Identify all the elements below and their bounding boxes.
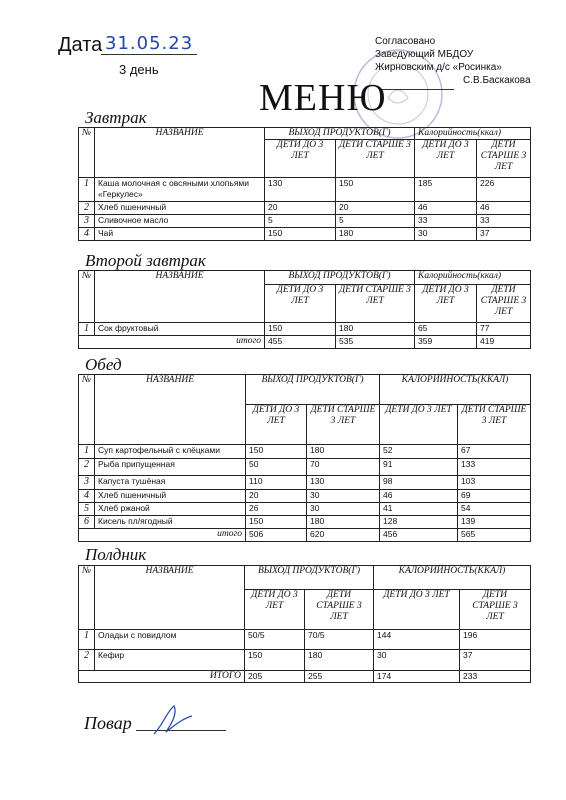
row-cal-over3: 69 [458,490,531,503]
row-out-over3: 180 [307,445,380,459]
table-row [79,202,531,215]
total-row [79,671,531,683]
table-row [79,630,531,650]
row-out-over3: 70/5 [305,630,374,650]
total-row [79,336,531,349]
row-cal-under3: 91 [380,459,458,476]
total-out-under3: 205 [245,671,305,683]
header-out-over3: ДЕТИ СТАРШЕ 3 ЛЕТ [305,590,374,630]
table-row [79,490,531,503]
header-out-under3: ДЕТИ ДО 3 ЛЕТ [246,405,307,445]
row-cal-under3: 185 [415,178,477,202]
row-out-over3: 30 [307,503,380,516]
header-name: НАЗВАНИЕ [95,128,265,178]
total-cal-under3: 359 [415,336,477,349]
header-cal-under3: ДЕТИ ДО 3 ЛЕТ [380,405,458,445]
snack-table [78,565,531,683]
header-cal-over3: ДЕТИ СТАРШЕ 3 ЛЕТ [460,590,531,630]
day-label: 3 день [119,62,159,77]
total-out-over3: 620 [307,529,380,542]
row-out-under3: 150 [245,650,305,671]
header-name: НАЗВАНИЕ [95,566,245,630]
row-num: 3 [79,215,95,228]
header-cal-over3: ДЕТИ СТАРШЕ 3 ЛЕТ [477,285,531,323]
row-num: 4 [79,228,95,241]
row-name: Кисель пл/ягодный [95,516,246,529]
row-name: Суп картофельный с клёцками [95,445,246,459]
table-row [79,476,531,490]
row-cal-under3: 30 [374,650,460,671]
page-title: МЕНЮ [259,77,387,119]
header-calories: КАЛОРИЙНОСТЬ(ККАЛ) [380,375,531,405]
header-cal-under3: ДЕТИ ДО 3 ЛЕТ [415,285,477,323]
row-cal-under3: 46 [415,202,477,215]
total-row [79,529,531,542]
row-name: Хлеб ржаной [95,503,246,516]
row-out-under3: 5 [265,215,336,228]
row-out-over3: 180 [307,516,380,529]
row-cal-under3: 144 [374,630,460,650]
total-out-over3: 535 [336,336,415,349]
section-title-second-breakfast: Второй завтрак [85,251,206,270]
row-out-under3: 26 [246,503,307,516]
header-out-over3: ДЕТИ СТАРШЕ 3 ЛЕТ [336,140,415,178]
table-row [79,650,531,671]
row-cal-over3: 54 [458,503,531,516]
header-output: ВЫХОД ПРОДУКТОВ(Г) [245,566,374,590]
header-cal-under3: ДЕТИ ДО 3 ЛЕТ [415,140,477,178]
row-cal-under3: 46 [380,490,458,503]
row-name: Кефир [95,650,245,671]
row-name: Капуста тушёная [95,476,246,490]
table-row [79,323,531,336]
row-name: Чай [95,228,265,241]
row-num: 1 [79,630,95,650]
approval-line: Жирновским д/с «Росинка» [375,62,502,73]
header-out-under3: ДЕТИ ДО 3 ЛЕТ [265,285,336,323]
row-cal-over3: 37 [460,650,531,671]
header-out-under3: ДЕТИ ДО 3 ЛЕТ [245,590,305,630]
row-cal-under3: 52 [380,445,458,459]
row-cal-over3: 33 [477,215,531,228]
row-num: 2 [79,459,95,476]
header-output: ВЫХОД ПРОДУКТОВ(Г) [265,271,415,285]
row-name: Хлеб пшеничный [95,202,265,215]
header-calories: Калорийность(ккал) [415,271,531,285]
total-label: итого [79,529,246,542]
row-cal-over3: 46 [477,202,531,215]
row-cal-over3: 77 [477,323,531,336]
row-cal-under3: 128 [380,516,458,529]
row-num: 2 [79,202,95,215]
header-name: НАЗВАНИЕ [95,375,246,445]
row-out-over3: 180 [336,323,415,336]
row-cal-under3: 98 [380,476,458,490]
table-row [79,228,531,241]
row-name: Каша молочная с овсяными хлопьями «Геркулес» [95,178,265,202]
row-out-over3: 180 [305,650,374,671]
approval-block [375,35,531,87]
total-cal-under3: 174 [374,671,460,683]
header-cal-over3: ДЕТИ СТАРШЕ 3 ЛЕТ [477,140,531,178]
row-num: 2 [79,650,95,671]
row-out-over3: 5 [336,215,415,228]
cook-label: Повар [84,713,132,733]
table-row [79,459,531,476]
lunch-table [78,374,531,542]
header-output: ВЫХОД ПРОДУКТОВ(Г) [265,128,415,140]
header-out-over3: ДЕТИ СТАРШЕ 3 ЛЕТ [307,405,380,445]
row-cal-over3: 67 [458,445,531,459]
row-out-over3: 150 [336,178,415,202]
total-cal-over3: 233 [460,671,531,683]
row-name: Рыба припущенная [95,459,246,476]
row-num: 3 [79,476,95,490]
header-output: ВЫХОД ПРОДУКТОВ(Г) [246,375,380,405]
row-num: 6 [79,516,95,529]
row-out-under3: 50/5 [245,630,305,650]
total-cal-under3: 456 [380,529,458,542]
breakfast-table [78,127,531,241]
row-out-under3: 150 [246,516,307,529]
cook-signature [148,700,198,740]
row-cal-over3: 103 [458,476,531,490]
header-num: № [79,271,95,323]
approval-line: С.В.Баскакова [463,75,531,86]
header-calories: Калорийность(ккал) [415,128,531,140]
row-cal-over3: 196 [460,630,531,650]
header-num: № [79,128,95,178]
table-row [79,215,531,228]
row-out-under3: 110 [246,476,307,490]
row-out-under3: 20 [265,202,336,215]
total-out-under3: 506 [246,529,307,542]
date-label: Дата [58,34,103,56]
row-cal-over3: 37 [477,228,531,241]
approval-signature-line [382,89,454,90]
header-cal-under3: ДЕТИ ДО 3 ЛЕТ [374,590,460,630]
header-num: № [79,375,95,445]
table-row [79,445,531,459]
total-label: итого [79,336,265,349]
approval-line: Согласовано [375,36,436,47]
row-cal-under3: 30 [415,228,477,241]
row-cal-under3: 33 [415,215,477,228]
table-row [79,178,531,202]
header-cal-over3: ДЕТИ СТАРШЕ 3 ЛЕТ [458,405,531,445]
row-num: 1 [79,323,95,336]
total-cal-over3: 565 [458,529,531,542]
row-out-under3: 150 [265,323,336,336]
row-num: 5 [79,503,95,516]
approval-line: Заведующий МБДОУ [375,49,474,60]
header-name: НАЗВАНИЕ [95,271,265,323]
row-cal-over3: 226 [477,178,531,202]
row-out-over3: 180 [336,228,415,241]
row-name: Сливочное масло [95,215,265,228]
row-cal-over3: 139 [458,516,531,529]
header-num: № [79,566,95,630]
row-cal-under3: 41 [380,503,458,516]
row-name: Хлеб пшеничный [95,490,246,503]
second-breakfast-table [78,270,531,349]
table-row [79,503,531,516]
total-out-under3: 455 [265,336,336,349]
row-name: Оладьи с повидлом [95,630,245,650]
header-out-over3: ДЕТИ СТАРШЕ 3 ЛЕТ [336,285,415,323]
row-num: 4 [79,490,95,503]
row-out-under3: 50 [246,459,307,476]
row-out-under3: 20 [246,490,307,503]
row-out-under3: 150 [265,228,336,241]
row-out-over3: 70 [307,459,380,476]
row-out-under3: 130 [265,178,336,202]
header-calories: КАЛОРИЙНОСТЬ(ККАЛ) [374,566,531,590]
header-out-under3: ДЕТИ ДО 3 ЛЕТ [265,140,336,178]
row-cal-over3: 133 [458,459,531,476]
table-row [79,516,531,529]
row-cal-under3: 65 [415,323,477,336]
row-num: 1 [79,445,95,459]
total-out-over3: 255 [305,671,374,683]
section-title-lunch: Обед [85,355,122,374]
section-title-breakfast: Завтрак [85,108,147,127]
row-out-over3: 130 [307,476,380,490]
row-num: 1 [79,178,95,202]
total-cal-over3: 419 [477,336,531,349]
total-label: ИТОГО [79,671,245,683]
row-out-over3: 30 [307,490,380,503]
section-title-snack: Полдник [85,545,147,564]
row-name: Сок фруктовый [95,323,265,336]
row-out-under3: 150 [246,445,307,459]
date-value: 31.05.23 [101,33,197,55]
row-out-over3: 20 [336,202,415,215]
